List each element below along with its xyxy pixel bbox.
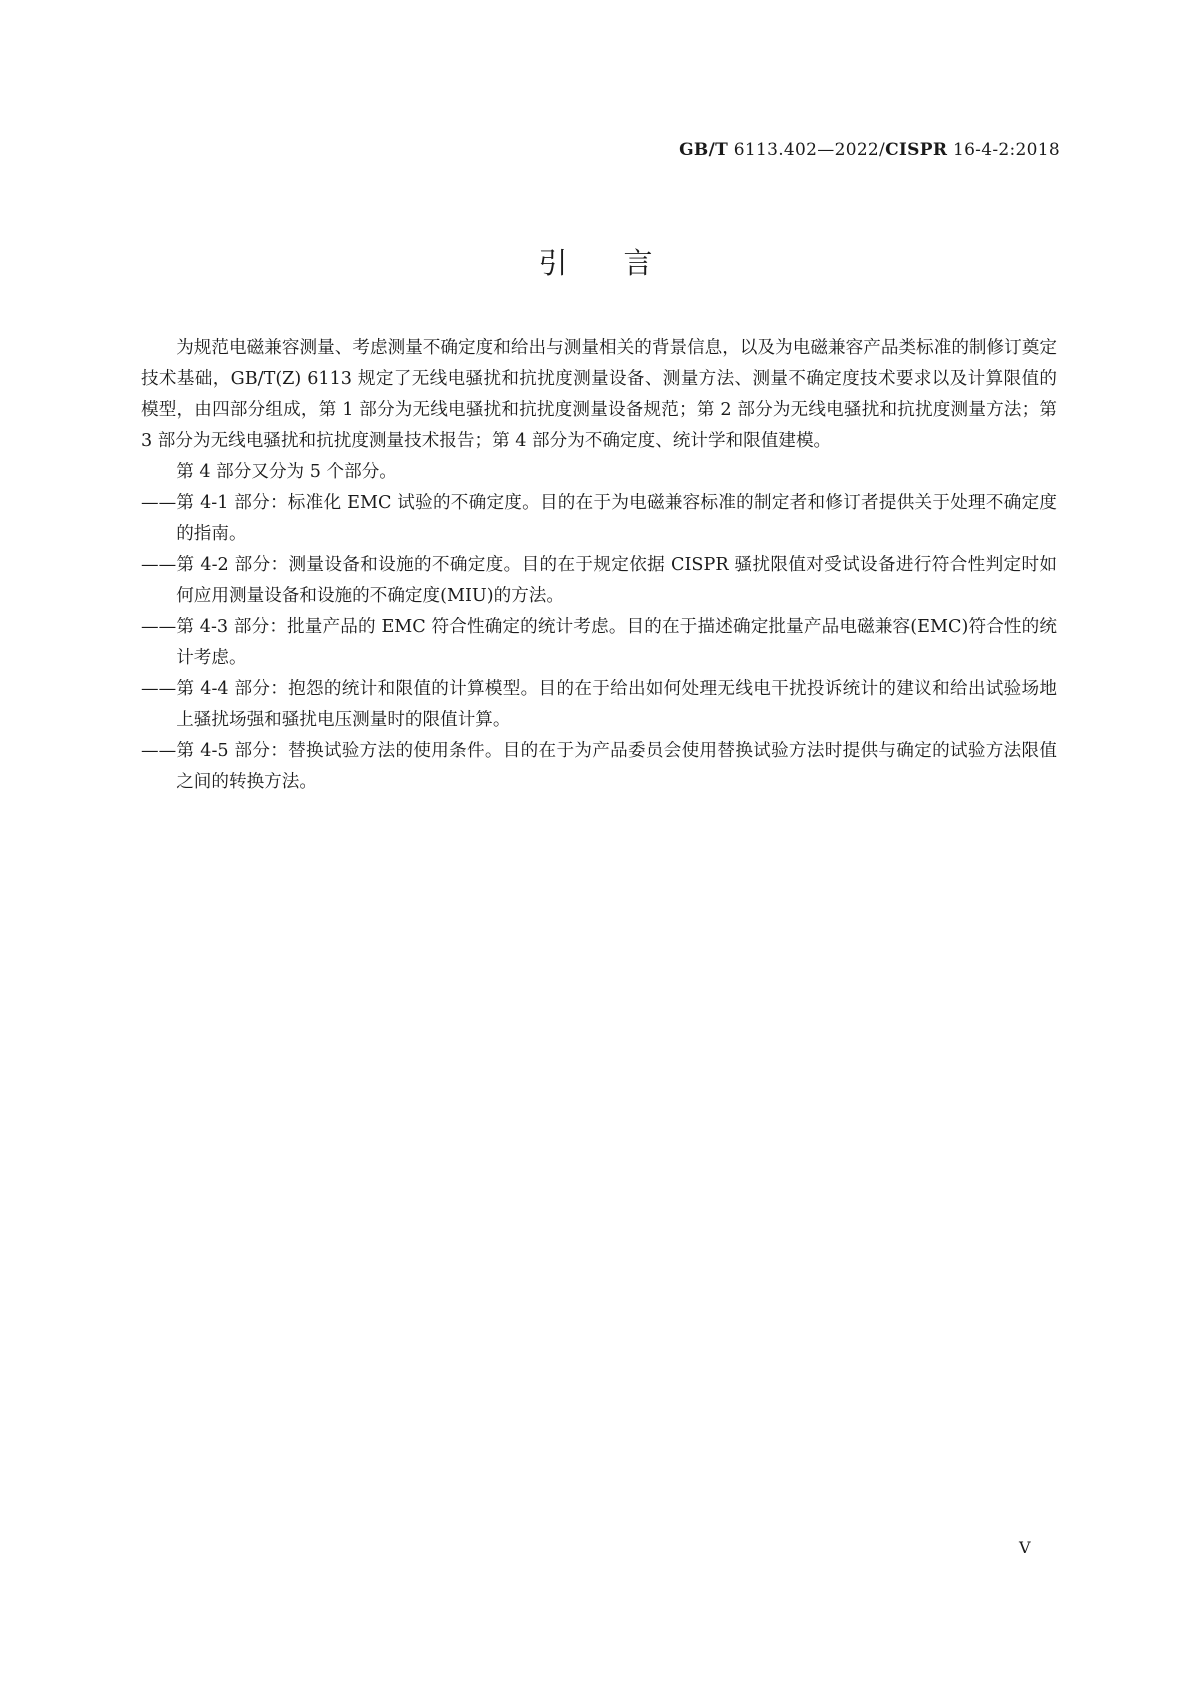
header-code-tail: 16-4-2:2018 xyxy=(947,140,1060,160)
document-code-header xyxy=(679,140,1060,160)
intro-paragraph: 为规范电磁兼容测量、考虑测量不确定度和给出与测量相关的背景信息，以及为电磁兼容产品类标准的制修订奠定技术基础，GB/T(Z) 6113 规定了无线电骚扰和抗扰度测量设备、测量方法、测量不确定度技术要求以及计算限值的模型，由四部分组成，第 1 部分为无线电骚扰和抗扰度测量设备规范；第 2 部分为无线电骚扰和抗扰度测量方法；第 3 部分为无线电骚扰和抗扰度测量技术报告；第 4 部分为不确定度、统计学和限值建模。 xyxy=(141,338,1057,451)
introduction-content xyxy=(141,333,1057,798)
part-list-item: ——第 4-1 部分：标准化 EMC 试验的不确定度。目的在于为电磁兼容标准的制定者和修订者提供关于处理不确定度的指南。 xyxy=(141,493,1057,544)
header-code-gbt: GB/T xyxy=(679,140,729,160)
header-code-cispr: CISPR xyxy=(885,140,948,160)
page-number: V xyxy=(1019,1538,1031,1557)
header-code-number: 6113.402—2022/ xyxy=(728,140,886,160)
part-list-item: ——第 4-2 部分：测量设备和设施的不确定度。目的在于规定依据 CISPR 骚扰限值对受试设备进行符合性判定时如何应用测量设备和设施的不确定度(MIU)的方法。 xyxy=(141,555,1057,606)
part-list-item: ——第 4-4 部分：抱怨的统计和限值的计算模型。目的在于给出如何处理无线电干扰投诉统计的建议和给出试验场地上骚扰场强和骚扰电压测量时的限值计算。 xyxy=(141,679,1057,730)
intro-paragraph: 第 4 部分又分为 5 个部分。 xyxy=(176,462,397,482)
part-list-item: ——第 4-3 部分：批量产品的 EMC 符合性确定的统计考虑。目的在于描述确定批量产品电磁兼容(EMC)符合性的统计考虑。 xyxy=(141,617,1057,668)
part-list-item: ——第 4-5 部分：替换试验方法的使用条件。目的在于为产品委员会使用替换试验方法时提供与确定的试验方法限值之间的转换方法。 xyxy=(141,741,1057,792)
page-title: 引言 xyxy=(538,246,709,280)
